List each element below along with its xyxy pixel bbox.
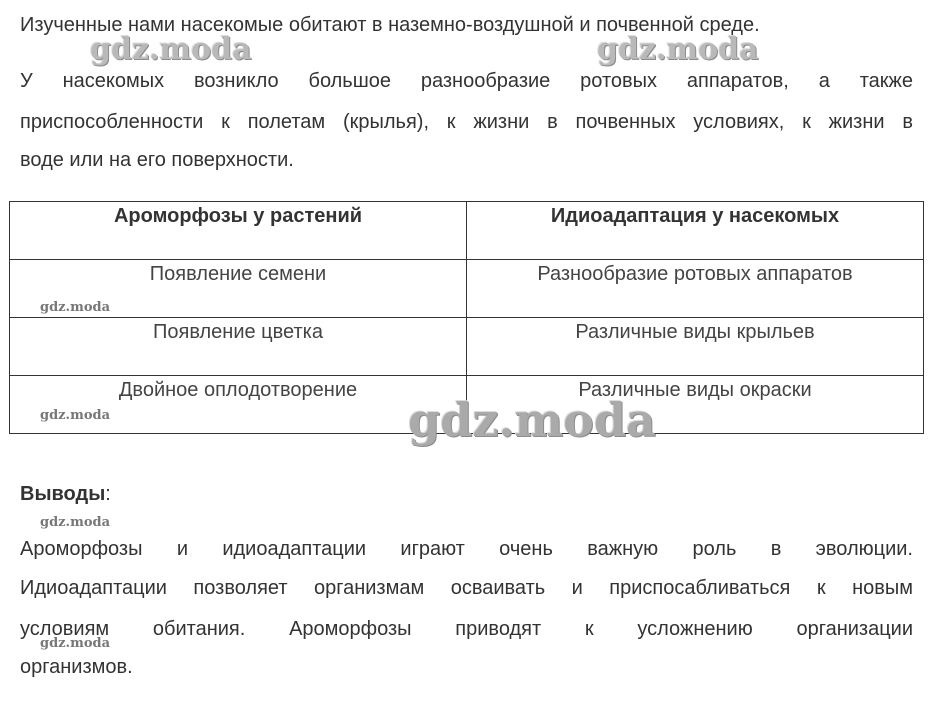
table-row: [10, 318, 924, 376]
watermark-small: gdz.moda: [40, 300, 111, 315]
intro-paragraph-line-4: воде или на его поверхности.: [20, 149, 294, 171]
watermark-logo: gdz.moda: [90, 32, 252, 67]
table-header-idioadaptation: Идиоадаптация у насекомых: [467, 202, 924, 260]
conclusions-heading: [20, 482, 111, 506]
watermark-logo: gdz.moda: [597, 32, 759, 67]
table-header-row: [10, 202, 924, 260]
table-row: [10, 260, 924, 318]
conclusion-line-2: Идиоадаптации позволяет организмам осваивать и приспосабливаться к новым: [20, 577, 913, 599]
table-cell: Появление цветка: [10, 318, 467, 376]
watermark-small: gdz.moda: [40, 636, 111, 651]
watermark-small: gdz.moda: [40, 515, 111, 530]
conclusions-colon: :: [105, 483, 111, 505]
table-cell: Двойное оплодотворение: [10, 376, 467, 434]
table-cell: Различные виды окраски: [467, 376, 924, 434]
watermark-small: gdz.moda: [40, 408, 111, 423]
conclusion-line-1: Ароморфозы и идиоадаптации играют очень важную роль в эволюции.: [20, 538, 913, 560]
intro-paragraph-line-3: приспособленности к полетам (крылья), к жизни в почвенных условиях, к жизни в: [20, 111, 913, 133]
conclusion-line-3: условиям обитания. Ароморфозы приводят к усложнению организации: [20, 618, 913, 640]
intro-paragraph-line-1: Изученные нами насекомые обитают в наземно-воздушной и почвенной среде.: [20, 14, 760, 36]
table-cell: Различные виды крыльев: [467, 318, 924, 376]
table-cell: Разнообразие ротовых аппаратов: [467, 260, 924, 318]
table-cell: Появление семени: [10, 260, 467, 318]
table-header-aromorphoses: Ароморфозы у растений: [10, 202, 467, 260]
conclusions-label: Выводы: [20, 483, 106, 505]
intro-paragraph-line-2: У насекомых возникло большое разнообразие ротовых аппаратов, а также: [20, 70, 913, 92]
conclusion-line-4: организмов.: [20, 656, 133, 678]
watermark-logo-large: gdz.moda: [408, 393, 656, 447]
